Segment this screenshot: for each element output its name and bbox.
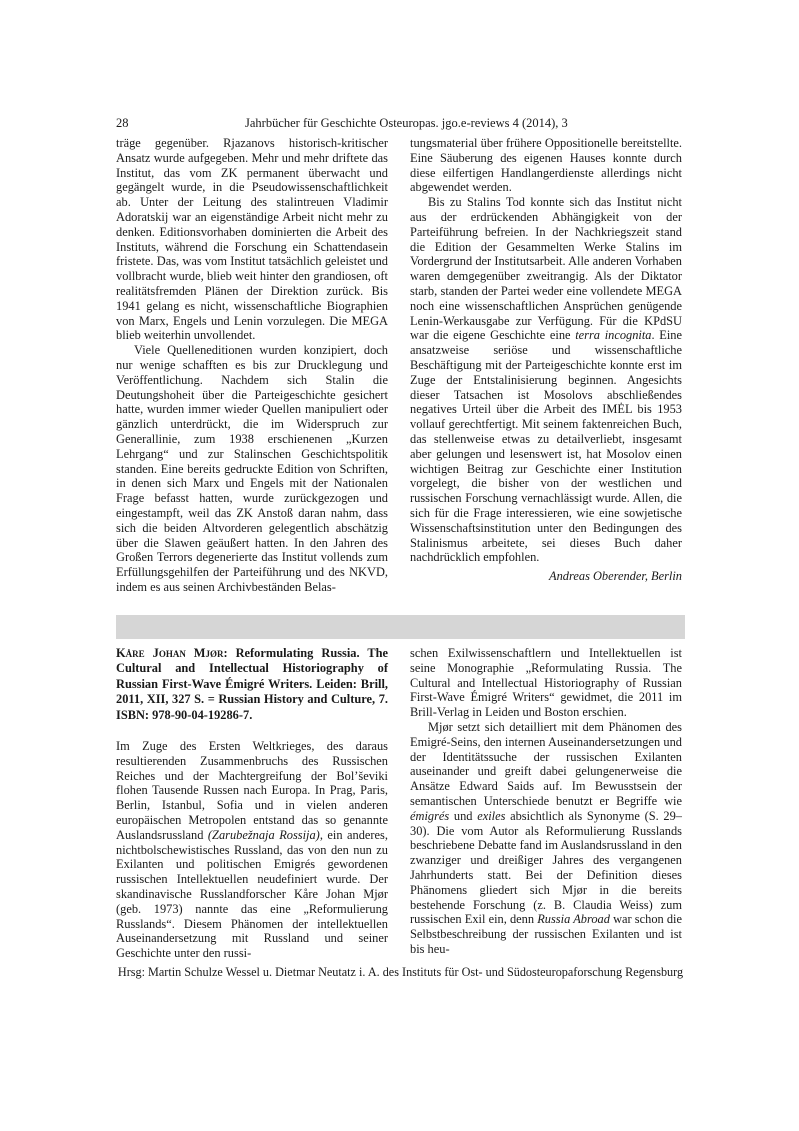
review1-paragraph-3: tungsmaterial über frühere Oppositionelle bereitstellte. Eine Säuberung des eigenen Hauses konnte durch diese eilfertigen Handlangerdienste allerdings nicht abgewendet werden.	[410, 136, 682, 195]
review2-text: und	[449, 808, 478, 823]
review2-emphasis: Russia Abroad	[537, 912, 610, 927]
review2-right-column	[410, 646, 682, 957]
review-divider	[116, 615, 685, 639]
review1-paragraph-2: Viele Quelleneditionen wurden konzipiert, doch nur wenige schafften es bis zur Drucklegung und Veröffentlichung. Nachdem sich Stalin die Deutungshoheit über die Parteigeschichte gesichert hatte, wurden immer wieder Quellen manipuliert oder gänzlich unterdrückt, die im Widerspruch zur Generallinie, zum 1938 erschienenen „Kurzen Lehrgang“ und zur Stalinschen Geschichtspolitik standen. Eine bereits gedruckte Edition von Schriften, in denen sich Marx und Engels mit der Nationalen Frage befasst hatten, wurde zurückgezogen und eingestampft, weil das ZK Anstoß daran nahm, dass sich die beiden Altvorderen gelegentlich abschätzig über die Slawen geäußert hatten. In den Jahren des Großen Terrors degenerierte das Institut vollends zum Erfüllungsgehilfen der Parteiführung und des NKVD, indem es aus seinen Archivbeständen Belas-	[116, 343, 388, 594]
review2-text: absichtlich als Synonyme (S. 29–30). Die vom Autor als Reformulierung Russlands beschriebene Debatte fand im Auslandsrussland in den zwanziger und dreißiger Jahres des vergangenen Jahrhunderts statt. Bei der Definition dieses Phänomens gliedert sich Mjør in die bereits bestehende Forschung (z. B. Claudia Weiss) zum russischen Exil ein, denn	[410, 808, 683, 927]
review1-text: Bis zu Stalins Tod konnte sich das Institut nicht aus der erdrückenden Abhängigkeit von der Parteiführung befreien. In der Nachkriegszeit stand die Edition der Gesammelten Werke Stalins im Vordergrund der Institutsarbeit. Alle anderen Vorhaben waren demgegenüber zweitrangig. Als der Diktator starb, standen der Partei weder eine vollendete MEGA noch eine wissenschaftlichen Ansprüchen genügende Lenin-Werkausgabe zur Verfügung. Für die KPdSU war die eigene Geschichte eine	[410, 195, 682, 343]
review2-text: Mjør setzt sich detailliert mit dem Phänomen des Emigré-Seins, den internen Auseinandersetzungen und der Identitätssuche der russischen Exilanten auseinander und greift dabei gelungenerweise die Ansätze Edward Saids auf. Im Bewusstsein der semantischen Unterschiede benutzt er Begriffe wie	[410, 719, 682, 808]
review2-emphasis: exiles	[477, 808, 506, 823]
review2-citation: : Reformulating Russia. The Cultural and Intellectual Historiography of Russian First-Wave Émigré Writers. Leiden: Brill, 2011, XII, 327 S. = Russian History and Culture, 7. ISBN: 978-90-04-19286-7.	[116, 646, 388, 722]
review1-text: . Eine ansatzweise seriöse und wissenschaftliche Beschäftigung mit der Parteigeschichte konnte erst im Zuge der Entstalinisierung beginnen. Angesichts dieser Tatsachen ist Mosolovs abschließendes negatives Urteil über die Arbeit des IMĖL bis 1953 vollauf gerechtfertigt. Mit seinem faktenreichen Buch, das stellenweise etwas zu detailverliebt, insgesamt aber gelungen und lesenswert ist, hat Mosolov einen wichtigen Beitrag zur Geschichte einer Institution vorgelegt, die bisher von der westlichen und russischen Forschung vernachlässigt wurde. Allen, die sich für die Frage interessieren, wie eine sowjetische Wissenschaftsinstitution unter den Bedingungen des Stalinismus arbeitete, sei dieses Buch daher nachdrücklich empfohlen.	[410, 328, 682, 565]
review1-left-column	[116, 136, 388, 595]
review2-heading	[116, 646, 388, 723]
review2-emphasis: émigrés	[410, 808, 450, 823]
review1-right-column	[410, 136, 682, 584]
review2-paragraph-2: schen Exilwissenschaftlern und Intellektuellen ist seine Monographie „Reformulating Russia. The Cultural and Intellectual Historiography of Russian First-Wave Émigré Writers“ gewidmet, die 2011 im Brill-Verlag in Leiden und Boston erschien.	[410, 646, 682, 720]
review1-paragraph-1: träge gegenüber. Rjazanovs historisch-kritischer Ansatz wurde aufgegeben. Mehr und mehr driftete das Institut, das vom ZK permanent überwacht und gegängelt wurde, in die Pseudowissenschaftlichkeit ab. Unter der Leitung des stalintreuen Vladimir Adoratskij war an eigenständige Arbeit nicht mehr zu denken. Editionsvorhaben dominierten die Arbeit des Instituts, während die Forschung ein Schattendasein fristete. Das, was vom Institut tatsächlich geleistet und vollbracht wurde, blieb weit hinter den grandiosen, oft realitätsfremden Plänen der Direktion zurück. Bis 1941 gelang es nicht, wissenschaftliche Biographien von Marx, Engels und Lenin vorzulegen. Die MEGA blieb weiterhin unvollendet.	[116, 136, 388, 343]
page-number: 28	[116, 116, 129, 130]
review2-text: war schon die Selbstbeschreibung der russischen Exilanten und ist bis heu-	[410, 912, 683, 956]
reviewer-signature: Andreas Oberender, Berlin	[549, 569, 682, 584]
review2-emphasis: (Zarubežnaja Rossija)	[207, 827, 320, 842]
review2-paragraph-1	[116, 739, 388, 961]
review2-paragraph-3	[410, 720, 682, 957]
running-head: Jahrbücher für Geschichte Osteuropas. jgo.e-reviews 4 (2014), 3	[245, 116, 568, 130]
review2-author: Kåre Johan Mjør	[116, 646, 224, 660]
review2-left-column	[116, 646, 388, 961]
review2-text: Im Zuge des Ersten Weltkrieges, des daraus resultierenden Zusammenbruchs des Russischen Reiches und der Machtergreifung der Bol’ševiki flohen Tausende Russen nach Europa. In Prag, Paris, Berlin, Istanbul, Sofia und in vielen anderen europäischen Metropolen entstand das so genannte Auslandsrussland	[116, 739, 388, 842]
review1-paragraph-4	[410, 195, 682, 565]
review2-text: , ein anderes, nichtbolschewistisches Russland, das von den nun zu Exilanten und politischen Emigrés gewordenen russischen Intellektuellen neudefiniert wurde. Der skandinavische Russlandforscher Kåre Johan Mjør (geb. 1973) nannte das eine „Reformulierung Russlands“. Diesem Phänomen der intellektuellen Auseinandersetzung mit Russland und seiner Geschichte unter den russi-	[116, 827, 388, 961]
review1-emphasis: terra incognita	[575, 328, 652, 343]
page-footer: Hrsg: Martin Schulze Wessel u. Dietmar Neutatz i. A. des Instituts für Ost- und Südosteuropaforschung Regensburg	[117, 965, 684, 979]
